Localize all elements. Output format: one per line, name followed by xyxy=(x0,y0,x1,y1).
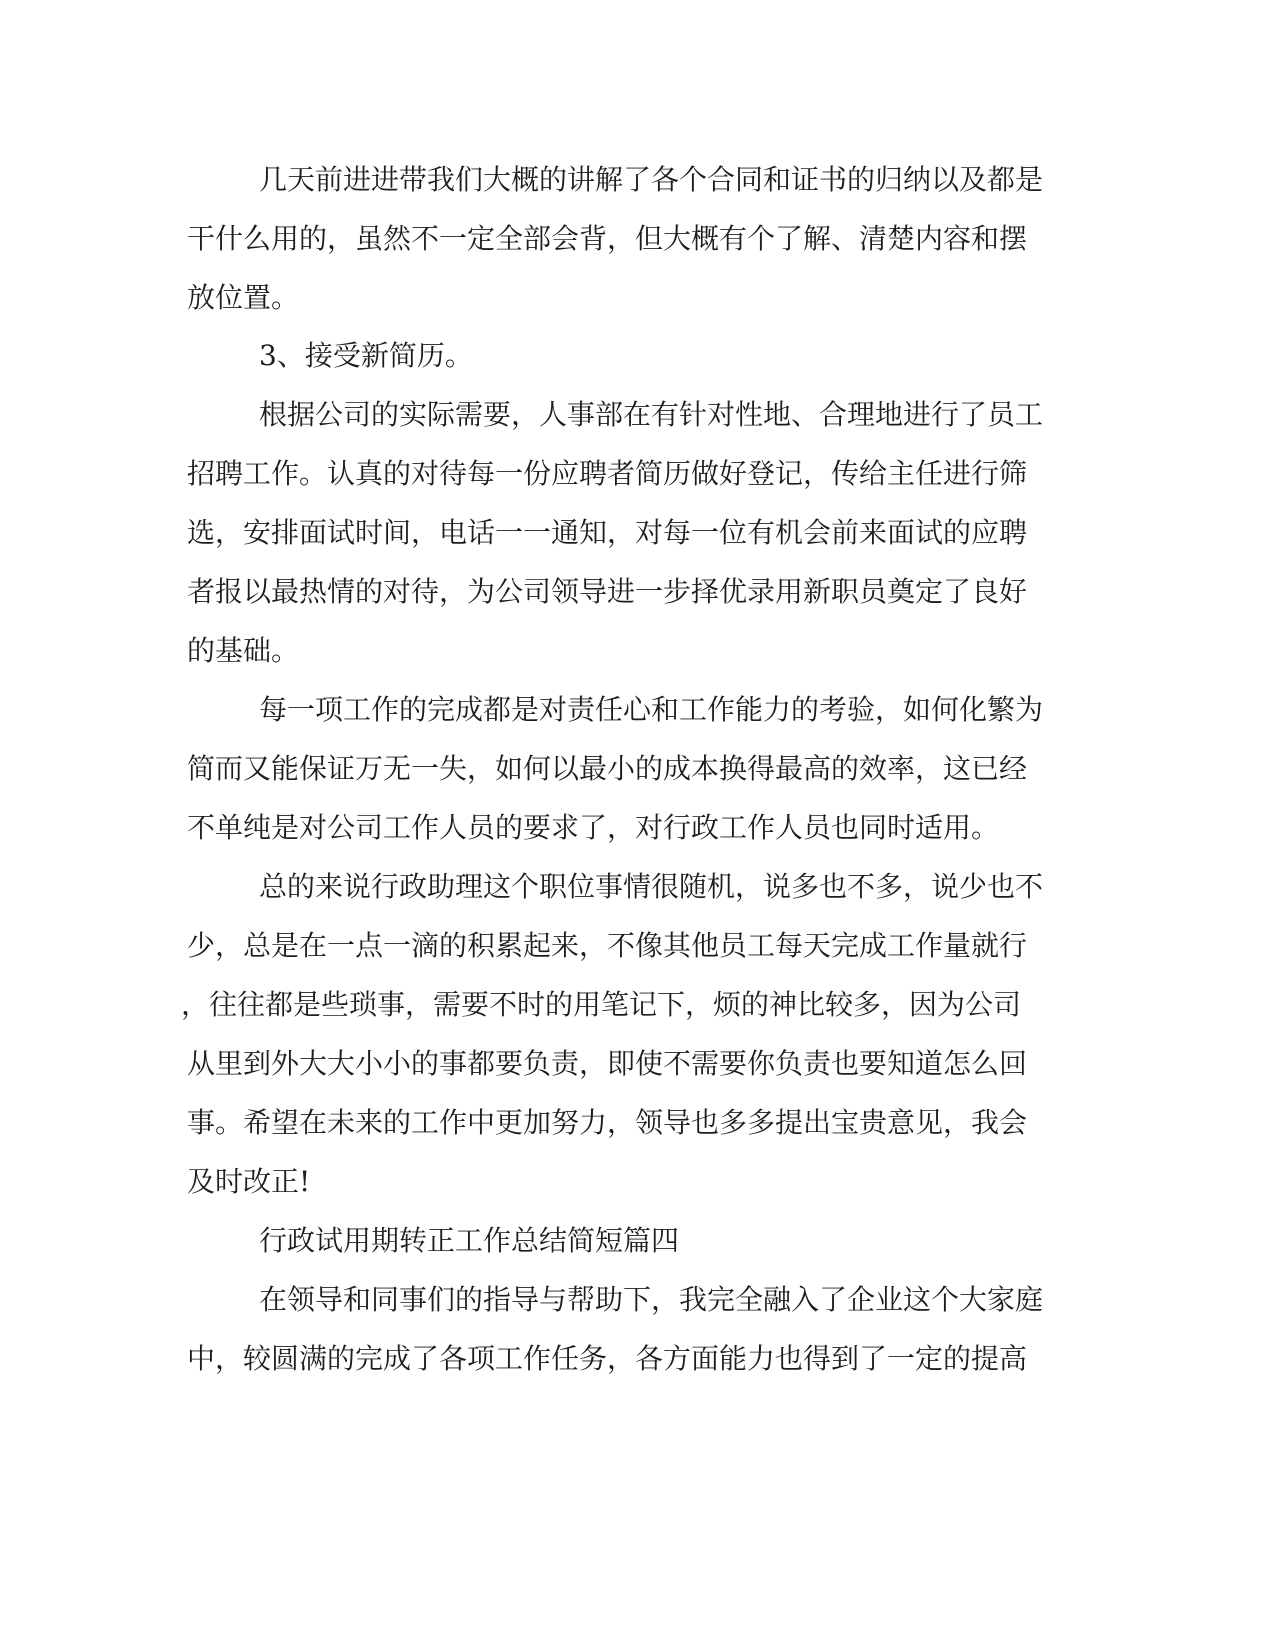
text-line: 根据公司的实际需要，人事部在有针对性地、合理地进行了员工 xyxy=(259,398,1044,431)
text-line: 从里到外大大小小的事都要负责，即使不需要你负责也要知道怎么回 xyxy=(187,1047,1028,1080)
text-line: 中，较圆满的完成了各项工作任务，各方面能力也得到了一定的提高 xyxy=(187,1342,1028,1375)
text-line: 事。希望在未来的工作中更加努力，领导也多多提出宝贵意见，我会 xyxy=(187,1106,1028,1139)
text-line: 每一项工作的完成都是对责任心和工作能力的考验，如何化繁为 xyxy=(259,693,1044,726)
text-line: 在领导和同事们的指导与帮助下，我完全融入了企业这个大家庭 xyxy=(259,1283,1044,1316)
text-line: 不单纯是对公司工作人员的要求了，对行政工作人员也同时适用。 xyxy=(187,811,1000,844)
text-line: 少，总是在一点一滴的积累起来，不像其他员工每天完成工作量就行 xyxy=(187,929,1028,962)
text-line: 者报以最热情的对待，为公司领导进一步择优录用新职员奠定了良好 xyxy=(187,575,1028,608)
list-heading: 3、接受新简历。 xyxy=(259,339,473,372)
section-heading: 行政试用期转正工作总结简短篇四 xyxy=(259,1224,680,1257)
text-line: ，往往都是些琐事，需要不时的用笔记下，烦的神比较多，因为公司 xyxy=(181,988,1022,1021)
text-line: 放位置。 xyxy=(187,281,300,314)
text-line: 的基础。 xyxy=(187,634,300,667)
text-line: 招聘工作。认真的对待每一份应聘者简历做好登记，传给主任进行筛 xyxy=(187,457,1028,490)
text-line: 及时改正! xyxy=(187,1165,311,1198)
text-line: 几天前进进带我们大概的讲解了各个合同和证书的归纳以及都是 xyxy=(259,163,1044,196)
text-line: 选，安排面试时间，电话一一通知，对每一位有机会前来面试的应聘 xyxy=(187,516,1028,549)
text-line: 干什么用的，虽然不一定全部会背，但大概有个了解、清楚内容和摆 xyxy=(187,222,1028,255)
text-line: 简而又能保证万无一失，如何以最小的成本换得最高的效率，这已经 xyxy=(187,752,1028,785)
text-line: 总的来说行政助理这个职位事情很随机，说多也不多，说少也不 xyxy=(259,870,1044,903)
